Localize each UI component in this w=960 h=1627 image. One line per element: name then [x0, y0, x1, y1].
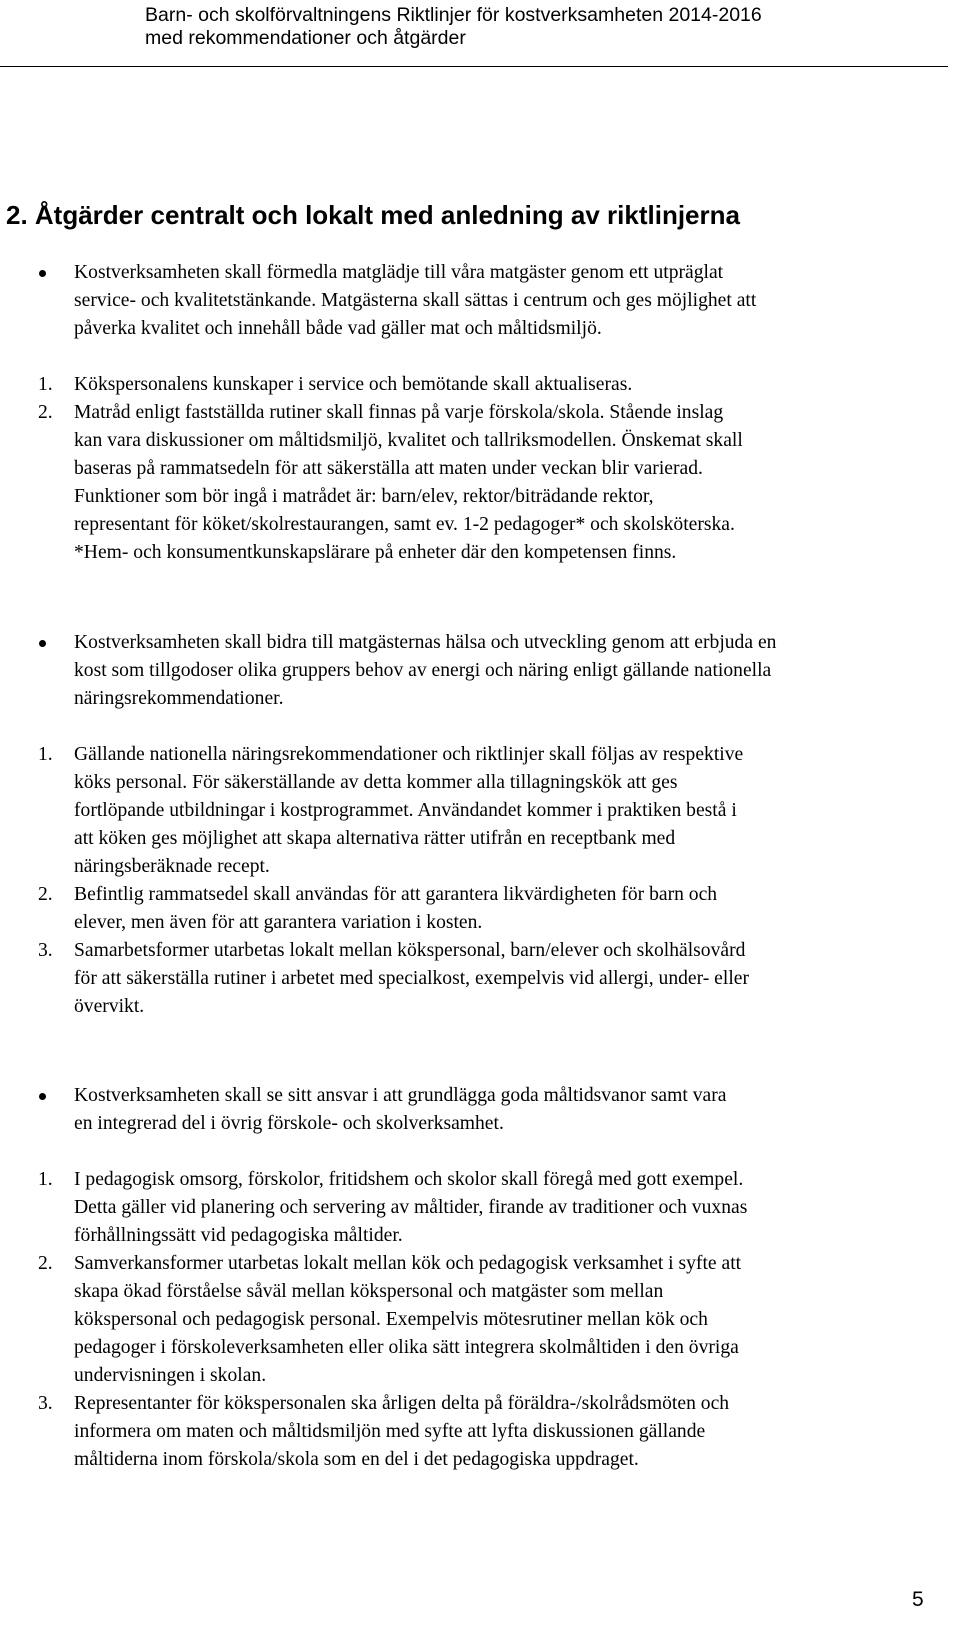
bullet-icon [39, 1093, 46, 1100]
bullet-text-line: näringsrekommendationer. [74, 688, 284, 709]
bullet-icon [39, 640, 46, 647]
list-item-text: undervisningen i skolan. [74, 1365, 267, 1386]
list-item-text: att köken ges möjlighet att skapa alternativa rätter utifrån en receptbank med [74, 828, 676, 849]
list-item-number: 3. [38, 940, 53, 961]
list-item-number: 2. [38, 1253, 53, 1274]
bullet-text-line: kost som tillgodoser olika gruppers behov av energi och näring enligt gällande nationella [74, 660, 772, 681]
bullet-icon [39, 270, 46, 277]
list-item-text: Matråd enligt fastställda rutiner skall finnas på varje förskola/skola. Stående inslag [74, 402, 724, 423]
page-number: 5 [912, 1588, 924, 1611]
list-item-text: elever, men även för att garantera variation i kosten. [74, 912, 483, 933]
list-item-number: 1. [38, 374, 53, 395]
page-header [0, 0, 960, 69]
list-item-text: skapa ökad förståelse såväl mellan kökspersonal och matgäster som mellan [74, 1281, 664, 1302]
list-item-text: Kökspersonalens kunskaper i service och bemötande skall aktualiseras. [74, 374, 633, 395]
list-item-text: pedagoger i förskoleverksamheten eller olika sätt integrera skolmåltiden i den övriga [74, 1337, 739, 1358]
list-item-text: I pedagogisk omsorg, förskolor, fritidshem och skolor skall föregå med gott exempel. [74, 1169, 744, 1190]
list-item-text: *Hem- och konsumentkunskapslärare på enheter där den kompetensen finns. [74, 542, 677, 563]
list-item-text: kökspersonal och pedagogisk personal. Exempelvis mötesrutiner mellan kök och [74, 1309, 708, 1330]
list-item-number: 3. [38, 1393, 53, 1414]
list-item-text: baseras på rammatsedeln för att säkerställa att maten under veckan blir varierad. [74, 458, 703, 479]
list-item-text: Samverkansformer utarbetas lokalt mellan kök och pedagogisk verksamhet i syfte att [74, 1253, 742, 1274]
section-title-text: 2. Åtgärder centralt och lokalt med anledning av riktlinjerna [6, 200, 740, 230]
list-item-text: måltiderna inom förskola/skola som en del i det pedagogiska uppdraget. [74, 1449, 639, 1470]
header-title: Barn- och skolförvaltningens Riktlinjer för kostverksamheten 2014-2016 [145, 4, 762, 26]
bullet-text-line: Kostverksamheten skall se sitt ansvar i att grundlägga goda måltidsvanor samt vara [74, 1085, 727, 1106]
header-divider [0, 66, 948, 67]
list-item-number: 1. [38, 1169, 53, 1190]
bullet-text-line: påverka kvalitet och innehåll både vad gäller mat och måltidsmiljö. [74, 318, 602, 339]
list-item-number: 2. [38, 402, 53, 423]
list-item-number: 2. [38, 884, 53, 905]
list-item-text: Funktioner som bör ingå i matrådet är: barn/elev, rektor/biträdande rektor, [74, 486, 654, 507]
list-item-text: övervikt. [74, 996, 145, 1017]
bullet-text-line: Kostverksamheten skall bidra till matgästernas hälsa och utveckling genom att erbjuda en [74, 632, 777, 653]
list-item-text: fortlöpande utbildningar i kostprogrammet. Användandet kommer i praktiken bestå i [74, 800, 737, 821]
list-item-text: för att säkerställa rutiner i arbetet med specialkost, exempelvis vid allergi, under- eller [74, 968, 749, 989]
list-item-text: Samarbetsformer utarbetas lokalt mellan kökspersonal, barn/elever och skolhälsovård [74, 940, 746, 961]
list-item-number: 1. [38, 744, 53, 765]
bullet-text-line: Kostverksamheten skall förmedla matglädje till våra matgäster genom ett utpräglat [74, 262, 724, 283]
list-item-text: Detta gäller vid planering och servering av måltider, firande av traditioner och vuxnas [74, 1197, 748, 1218]
list-item-text: representant för köket/skolrestaurangen, samt ev. 1-2 pedagoger* och skolsköterska. [74, 514, 735, 535]
bullet-text-line: service- och kvalitetstänkande. Matgästerna skall sättas i centrum och ges möjlighet att [74, 290, 757, 311]
list-item-text: köks personal. För säkerställande av detta kommer alla tillagningskök att ges [74, 772, 678, 793]
list-item-text: kan vara diskussioner om måltidsmiljö, kvalitet och tallriksmodellen. Önskemat skall [74, 430, 743, 451]
list-item-text: Representanter för kökspersonalen ska årligen delta på föräldra-/skolrådsmöten och [74, 1393, 730, 1414]
header-subtitle: med rekommendationer och åtgärder [145, 27, 466, 49]
list-item-text: Gällande nationella näringsrekommendationer och riktlinjer skall följas av respektive [74, 744, 744, 765]
list-item-text: Befintlig rammatsedel skall användas för att garantera likvärdigheten för barn och [74, 884, 718, 905]
list-item-text: näringsberäknade recept. [74, 856, 270, 877]
list-item-text: förhållningssätt vid pedagogiska måltider. [74, 1225, 403, 1246]
bullet-text-line: en integrerad del i övrig förskole- och skolverksamhet. [74, 1113, 504, 1134]
list-item-text: informera om maten och måltidsmiljön med syfte att lyfta diskussionen gällande [74, 1421, 706, 1442]
